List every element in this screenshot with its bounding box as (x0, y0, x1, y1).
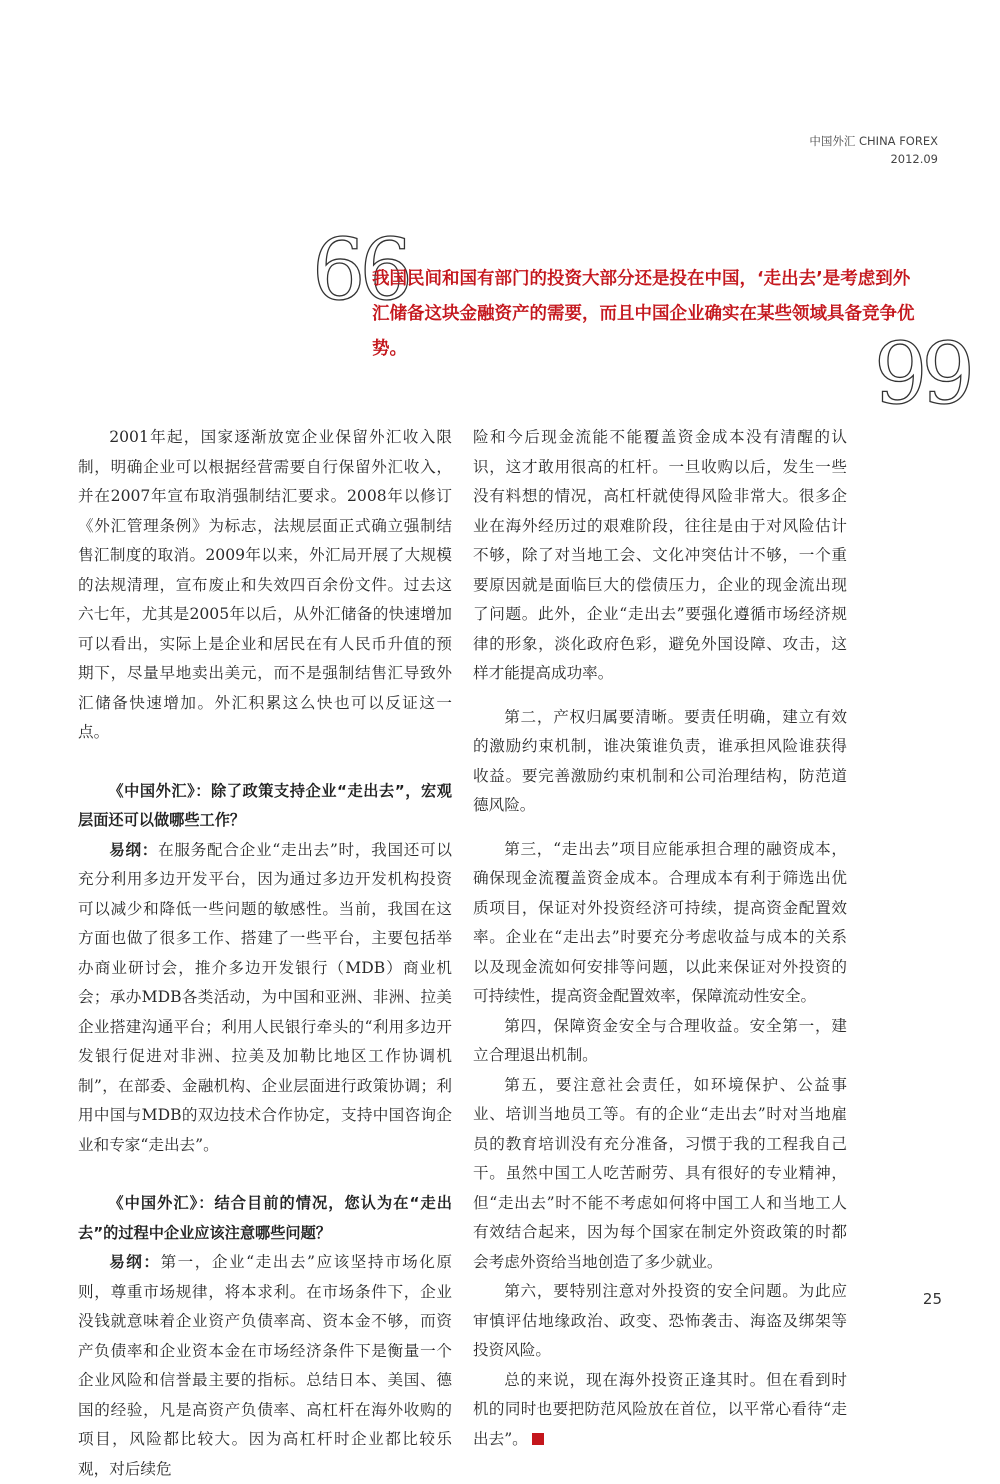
left-column (78, 423, 452, 1484)
point-3-paragraph: 第三，“走出去”项目应能承担合理的融资成本，确保现金流覆盖资金成本。合理成本有利于筛选出优质项目，保证对外投资经济可持续，提高资金配置效率。企业在“走出去”时要充分考虑收益与成本的关系以及现金流如何安排等问题，以此来保证对外投资的可持续性，提高资金配置效率，保障流动性安全。 (473, 839, 847, 1005)
open-quote-mark-icon: 66 (312, 221, 407, 319)
answer-1 (78, 836, 452, 1161)
speaker-label: 易纲： (109, 840, 159, 859)
point-5-paragraph: 第五，要注意社会责任，如环境保护、公益事业、培训当地员工等。有的企业“走出去”时对当地雇员的教育培训没有充分准备，习惯于我的工程我自己干。虽然中国工人吃苦耐劳、具有很好的专业精神，但“走出去”时不能不考虑如何将中国工人和当地工人有效结合起来，因为每个国家在制定外资政策的时都会考虑外资给当地创造了多少就业。 (473, 1075, 847, 1271)
point-4-paragraph: 第四，保障资金安全与合理收益。安全第一，建立合理退出机制。 (473, 1016, 847, 1064)
point-2-paragraph: 第二，产权归属要清晰。要责任明确，建立有效的激励约束机制，谁决策谁负责，谁承担风险谁获得收益。要完善激励约束机制和公司治理结构，防范道德风险。 (473, 707, 847, 814)
question-2: 《中国外汇》：结合目前的情况，您认为在“走出去”的过程中企业应该注意哪些问题？ (78, 1194, 452, 1242)
conclusion-paragraph (473, 1366, 847, 1455)
publication-name: 中国外汇 CHINA FOREX (809, 134, 938, 148)
conclusion-text: 总的来说，现在海外投资正逢其时。但在看到时机的同时也要把防范风险放在首位，以平常心看待“走出去”。 (473, 1370, 847, 1448)
question-1: 《中国外汇》：除了政策支持企业“走出去”，宏观层面还可以做哪些工作？ (78, 781, 452, 829)
speaker-label: 易纲： (109, 1253, 161, 1271)
right-column (473, 423, 847, 1454)
end-mark-icon (532, 1433, 544, 1445)
masthead (809, 132, 938, 168)
point-6-paragraph: 第六，要特别注意对外投资的安全问题。为此应审慎评估地缘政治、政变、恐怖袭击、海盗及绑架等投资风险。 (473, 1282, 847, 1359)
close-quote-mark-icon: 99 (874, 325, 969, 423)
continued-paragraph: 险和今后现金流能不能覆盖资金成本没有清醒的认识，这才敢用很高的杠杆。一旦收购以后，发生一些没有料想的情况，高杠杆就使得风险非常大。很多企业在海外经历过的艰难阶段，往往是由于对风险估计不够，除了对当地工会、文化冲突估计不够，一个重要原因就是面临巨大的偿债压力，企业的现金流出现了问题。此外，企业“走出去”要强化遵循市场经济规律的形象，淡化政府色彩，避免外国设障、攻击，这样才能提高成功率。 (473, 428, 847, 682)
issue-date: 2012.09 (890, 152, 938, 166)
answer-2 (78, 1248, 452, 1484)
pull-quote: 我国民间和国有部门的投资大部分还是投在中国，‘走出去’是考虑到外汇储备这块金融资产的需要，而且中国企业确实在某些领域具备竞争优势。 (372, 269, 915, 359)
page-number: 25 (922, 1290, 942, 1308)
answer-1-text: 在服务配合企业“走出去”时，我国还可以充分利用多边开发平台，因为通过多边开发机构投资可以减少和降低一些问题的敏感性。当前，我国在这方面也做了很多工作、搭建了一些平台，主要包括举办商业研讨会，推介多边开发银行（MDB）商业机会；承办MDB各类活动，为中国和亚洲、非洲、拉美企业搭建沟通平台；利用人民银行牵头的“利用多边开发银行促进对非洲、拉美及加勒比地区工作协调机制”，在部委、金融机构、企业层面进行政策协调；利用中国与MDB的双边技术合作协定，支持中国咨询企业和专家“走出去”。 (78, 840, 452, 1154)
answer-2-text: 第一，企业“走出去”应该坚持市场化原则，尊重市场规律，将本求利。在市场条件下，企业没钱就意味着企业资产负债率高、资本金不够，而资产负债率和企业资本金在市场经济条件下是衡量一个企业风险和信誉最主要的指标。总结日本、美国、德国的经验，凡是高资产负债率、高杠杆在海外收购的项目，风险都比较大。因为高杠杆时企业都比较乐观，对后续危 (78, 1253, 452, 1478)
intro-paragraph: 2001年起，国家逐渐放宽企业保留外汇收入限制，明确企业可以根据经营需要自行保留外汇收入，并在2007年宣布取消强制结汇要求。2008年以修订《外汇管理条例》为标志，法规层面正式确立强制结售汇制度的取消。2009年以来，外汇局开展了大规模的法规清理，宣布废止和失效四百余份文件。过去这六七年，尤其是2005年以后，从外汇储备的快速增加可以看出，实际上是企业和居民在有人民币升值的预期下，尽量早地卖出美元，而不是强制结售汇导致外汇储备快速增加。外汇积累这么快也可以反证这一点。 (78, 428, 452, 741)
